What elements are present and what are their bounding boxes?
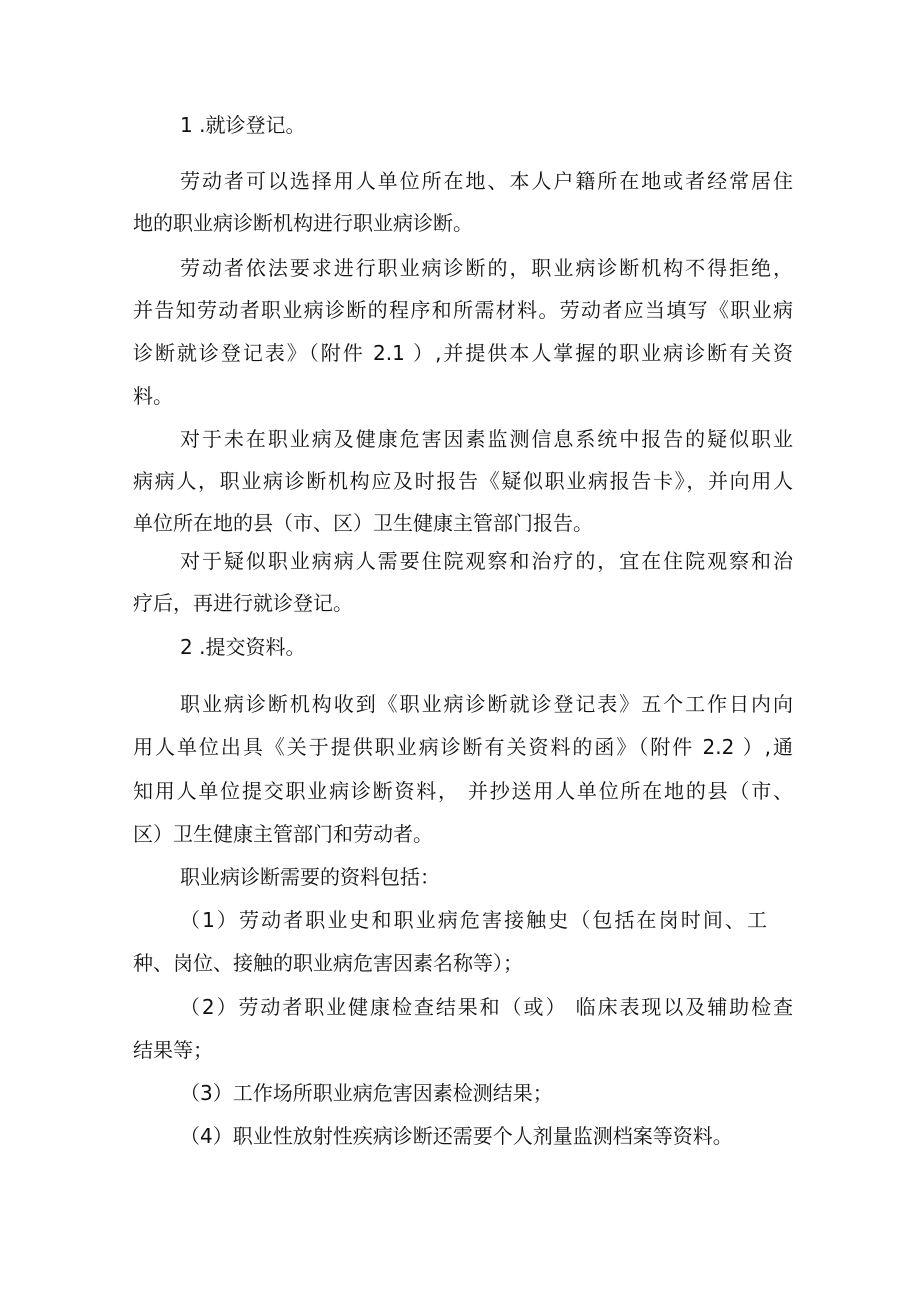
paragraph-line: 病病人，职业病诊断机构应及时报告《疑似职业病报告卡》，并向用人 (133, 469, 793, 493)
paragraph-line: 诊断就诊登记表》（附件 2.1 ）,并提供本人掌握的职业病诊断有关资 (133, 341, 793, 365)
list-item: （3）工作场所职业病危害因素检测结果； (180, 1081, 553, 1105)
paragraph-line: 并告知劳动者职业病诊断的程序和所需材料。劳动者应当填写《职业病 (133, 298, 793, 322)
list-item-continuation: 种、岗位、接触的职业病危害因素名称等）； (133, 951, 523, 975)
section-heading-submit-materials: 2 .提交资料。 (180, 635, 306, 659)
section-heading-registration: 1 .就诊登记。 (180, 113, 306, 137)
list-item: （2）劳动者职业健康检查结果和（或） 临床表现以及辅助检查 (180, 995, 793, 1019)
paragraph-line: 职业病诊断需要的资料包括： (180, 865, 440, 889)
paragraph-line: 地的职业病诊断机构进行职业病诊断。 (133, 211, 473, 235)
list-item: （1）劳动者职业史和职业病危害接触史（包括在岗时间、工 (180, 908, 767, 932)
list-item-continuation: 结果等； (133, 1038, 213, 1062)
paragraph-line: 对于疑似职业病病人需要住院观察和治疗的，宜在住院观察和治 (180, 549, 793, 573)
paragraph-line: 职业病诊断机构收到《职业病诊断就诊登记表》五个工作日内向 (180, 692, 793, 716)
paragraph-line: 劳动者依法要求进行职业病诊断的，职业病诊断机构不得拒绝， (180, 256, 793, 280)
paragraph-line: 单位所在地的县（市、区）卫生健康主管部门报告。 (133, 511, 593, 535)
paragraph-line: 疗后，再进行就诊登记。 (133, 591, 353, 615)
paragraph-line: 用人单位出具《关于提供职业病诊断有关资料的函》（附件 2.2 ）,通 (133, 735, 793, 759)
paragraph-line: 对于未在职业病及健康危害因素监测信息系统中报告的疑似职业 (180, 427, 793, 451)
paragraph-line: 知用人单位提交职业病诊断资料， 并抄送用人单位所在地的县（市、 (133, 779, 793, 803)
list-item: （4）职业性放射性疾病诊断还需要个人剂量监测档案等资料。 (180, 1124, 733, 1148)
paragraph-line: 区）卫生健康主管部门和劳动者。 (133, 822, 433, 846)
paragraph-line: 料。 (133, 384, 173, 408)
paragraph-line: 劳动者可以选择用人单位所在地、本人户籍所在地或者经常居住 (180, 169, 793, 193)
